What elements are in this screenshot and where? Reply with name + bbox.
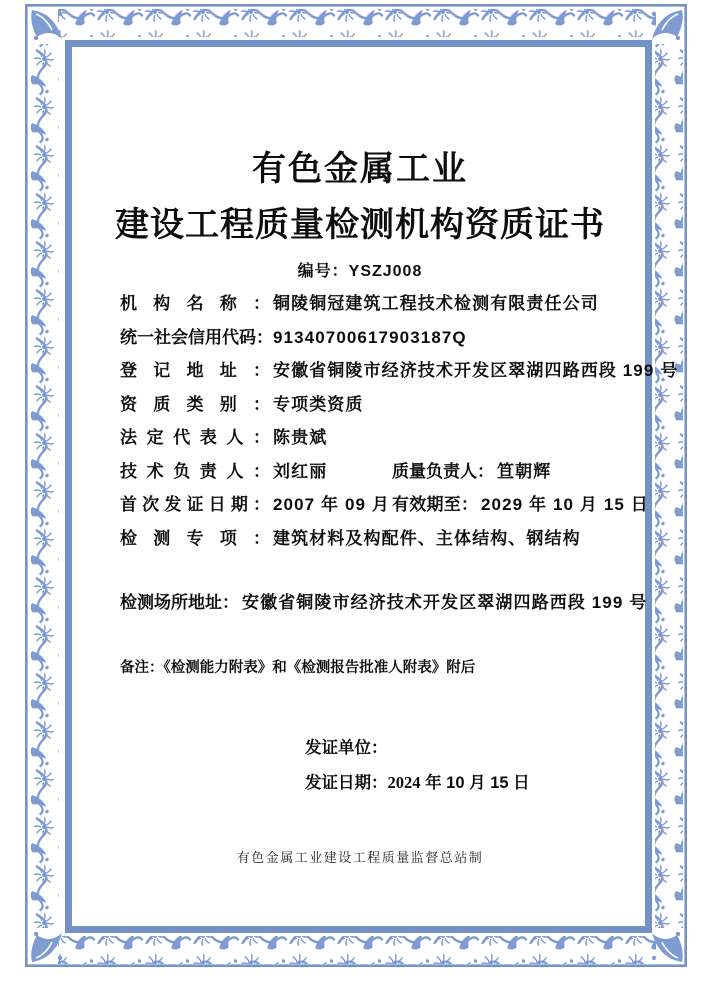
issue-date-year: 2024	[387, 773, 421, 792]
field-value: 陈贵斌	[273, 428, 328, 447]
field-value: 专项类资质	[273, 394, 364, 414]
serial-label: 编号：	[297, 263, 349, 280]
field-label: 质量负责人：	[392, 461, 494, 481]
field-row-technical-director	[120, 455, 650, 489]
field-row-organization-name	[120, 287, 650, 321]
issuer-label: 发证单位：	[305, 739, 388, 757]
field-value: 建筑材料及构配件、主体结构、钢结构	[273, 528, 581, 548]
field-label: 首次发证日期：	[120, 495, 270, 514]
field-label: 登记地址：	[120, 361, 270, 380]
field-value: 笪朝辉	[497, 461, 552, 481]
field-label: 机构名称：	[120, 294, 270, 313]
field-value: 刘红丽	[273, 461, 328, 481]
field-row-legal-representative	[120, 421, 650, 455]
field-value: 91340700617903187Q	[273, 327, 467, 347]
field-value: 2007 年 09 月	[273, 495, 390, 514]
field-row-first-issue-date	[120, 488, 650, 522]
field-label: 检测专项：	[120, 528, 270, 548]
field-label: 技术负责人：	[120, 461, 270, 481]
field-row-testing-specialties	[120, 522, 650, 556]
field-label: 资质类别：	[120, 394, 270, 414]
issue-date-row	[305, 769, 530, 793]
issuing-authority-footer: 有色金属工业建设工程质量监督总站制	[236, 850, 484, 865]
field-value: 铜陵铜冠建筑工程技术检测有限责任公司	[273, 294, 599, 313]
field-label: 有效期至：	[392, 495, 478, 514]
site-address-row	[120, 588, 647, 613]
issue-date-label: 发证日期：	[305, 774, 388, 792]
field-label: 法定代表人：	[120, 428, 270, 447]
certificate-fields	[120, 287, 679, 555]
field-value: 安徽省铜陵市经济技术开发区翠湖四路西段 199 号	[273, 361, 679, 380]
certificate-title-line2: 建设工程质量检测机构资质证书	[115, 206, 605, 244]
issue-date-rest: 年 10 月 15 日	[420, 774, 530, 792]
field-second-pair	[392, 488, 649, 522]
field-value: 2029 年 10 月 15 日	[481, 495, 649, 514]
field-second-pair	[392, 455, 551, 489]
site-address-value: 安徽省铜陵市经济技术开发区翠湖四路西段 199 号	[242, 593, 648, 612]
note-row: 备注：《检测能力附表》和《检测报告批准人附表》附后	[120, 660, 476, 676]
field-label: 统一社会信用代码：	[120, 327, 273, 347]
certificate-title-line1: 有色金属工业	[252, 150, 468, 188]
field-row-qualification-category	[120, 388, 650, 422]
serial-number-line	[0, 258, 720, 281]
serial-value: YSZJ008	[348, 263, 423, 280]
field-row-registered-address	[120, 354, 679, 388]
site-address-label: 检测场所地址：	[120, 593, 239, 612]
field-row-credit-code	[120, 321, 650, 355]
